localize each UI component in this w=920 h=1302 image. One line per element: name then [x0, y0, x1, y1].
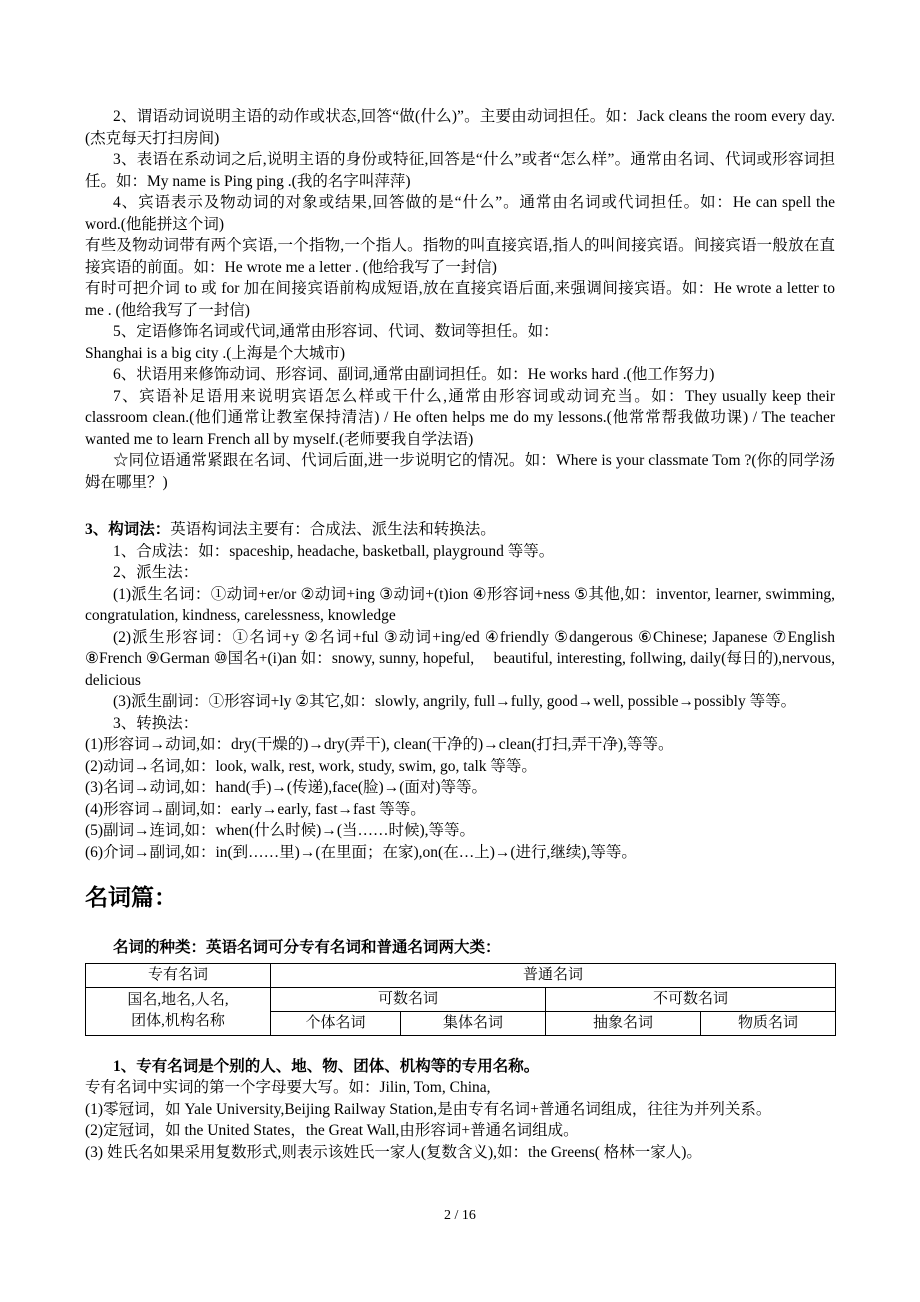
paragraph-conversion-noun-verb: (3)名词→动词,如：hand(手)→(传递),face(脸)→(面对)等等。: [85, 779, 488, 796]
table-cell-uncountable: 不可数名词: [546, 987, 836, 1011]
paragraph-conversion: 3、转换法：: [113, 714, 199, 732]
paragraph-appositive: ☆同位语通常紧跟在名词、代词后面,进一步说明它的情况。如：Where is your classmate Tom ?(你的同学汤姆在哪里？): [85, 452, 835, 491]
paragraph-predicate-verb: 2、谓语动词说明主语的动作或状态,回答“做(什么)”。主要由动词担任。如：Jack cleans the room every day. (杰克每天打扫房间): [85, 108, 835, 147]
table-cell-collective: 集体名词: [401, 1011, 546, 1035]
paragraph-derivation: 2、派生法：: [113, 564, 199, 581]
paragraph-zero-article: (1)零冠词，如 Yale University,Beijing Railway Station,是由专有名词+普通名词组成，往往为并列关系。: [85, 1100, 772, 1118]
table-row-header: [86, 963, 836, 987]
paragraph-definite-article: (2)定冠词，如 the United States，the Great Wall,由形容词+普通名词组成。: [85, 1122, 579, 1139]
paragraph-adverbial: 6、状语用来修饰动词、形容词、副词,通常由副词担任。如：He works hard .(他工作努力): [113, 366, 715, 383]
paragraph-object-complement: 7、宾语补足语用来说明宾语怎么样或干什么,通常由形容词或动词充当。如：They usually keep their classroom clean.(他们通常让教室保持清洁) / He often helps me do my lessons.(他常常帮我做功课) / The teacher wanted me to learn French all by myself.(老师要我自学法语): [85, 387, 835, 448]
paragraph-conversion-adj-adv: (4)形容词→副词,如：early→early, fast→fast 等等。: [85, 800, 426, 818]
paragraph-attributive-example: Shanghai is a big city .(上海是个大城市): [85, 344, 346, 362]
section-heading-nouns: 名词篇：: [85, 884, 177, 910]
noun-types-table: [85, 963, 836, 1036]
proper-desc-line1: 国名,地名,人名,: [127, 992, 229, 1008]
paragraph-family-name-plural: (3) 姓氏名如果采用复数形式,则表示该姓氏一家人(复数含义),如：the Greens( 格林一家人)。: [85, 1143, 702, 1161]
table-cell-proper-description: [86, 987, 271, 1035]
footer-page-number: 2 / 16: [444, 1208, 476, 1223]
table-cell-proper-nouns: 专有名词: [86, 963, 271, 987]
proper-desc-line2: 团体,机构名称: [131, 1013, 225, 1029]
paragraph-conversion-prep-adv: (6)介词→副词,如：in(到……里)→(在里面；在家),on(在…上)→(进行,继续),等等。: [85, 843, 637, 861]
table-row-subheader: [86, 987, 836, 1011]
table-cell-material: 物质名词: [701, 1011, 836, 1035]
paragraph-attributive: 5、定语修饰名词或代词,通常由形容词、代词、数词等担任。如：: [113, 323, 559, 340]
paragraph-noun-types-intro: 名词的种类：英语名词可分专有名词和普通名词两大类：: [113, 939, 501, 956]
paragraph-predicative: 3、表语在系动词之后,说明主语的身份或特征,回答是“什么”或者“怎么样”。通常由名词、代词或形容词担任。如：My name is Ping ping .(我的名字叫萍萍): [85, 151, 835, 190]
table-cell-countable: 可数名词: [271, 987, 546, 1011]
paragraph-derived-adverbs: (3)派生副词：①形容词+ly ②其它,如：slowly, angrily, full→fully, good→well, possible→possibly 等等。: [113, 693, 797, 710]
paragraph-conversion-adv-conj: (5)副词→连词,如：when(什么时候)→(当……时候),等等。: [85, 822, 476, 839]
paragraph-object: 4、宾语表示及物动词的对象或结果,回答做的是“什么”。通常由名词或代词担任。如：He can spell the word.(他能拼这个词): [85, 194, 835, 233]
section-word-formation-title: 3、构词法：英语构词法主要有：合成法、派生法和转换法。: [85, 521, 496, 538]
table-cell-abstract: 抽象名词: [546, 1011, 701, 1035]
paragraph-derived-nouns: (1)派生名词：①动词+er/or ②动词+ing ③动词+(t)ion ④形容词+ness ⑤其他,如：inventor, learner, swimming, congratulation, kindness, carelessness, knowledge: [85, 585, 835, 624]
paragraph-conversion-verb-noun: (2)动词→名词,如：look, walk, rest, work, study, swim, go, talk 等等。: [85, 757, 537, 775]
paragraph-derived-adjectives: (2)派生形容词：①名词+y ②名词+ful ③动词+ing/ed ④friendly ⑤dangerous ⑥Chinese; Japanese ⑦English ⑧French ⑨German ⑩国名+(i)an 如：snowy, sunny, hopeful, beautiful, interesting, follwing, daily(每日的),nervous, delicious: [85, 628, 835, 689]
paragraph-preposition-to-for: 有时可把介词 to 或 for 加在间接宾语前构成短语,放在直接宾语后面,来强调间接宾语。如：He wrote a letter to me . (他给我写了一封信): [85, 280, 835, 319]
paragraph-conversion-adj-verb: (1)形容词→动词,如：dry(干燥的)→dry(弄干), clean(干净的)→clean(打扫,弄干净),等等。: [85, 736, 674, 753]
paragraph-proper-noun-definition: 1、专有名词是个别的人、地、物、团体、机构等的专用名称。: [113, 1057, 540, 1075]
table-cell-common-nouns: 普通名词: [271, 963, 836, 987]
table-cell-individual: 个体名词: [271, 1011, 401, 1035]
paragraph-capitalization: 专有名词中实词的第一个字母要大写。如：Jilin, Tom, China,: [85, 1079, 491, 1096]
paragraph-compounding: 1、合成法：如：spaceship, headache, basketball, playground 等等。: [113, 542, 555, 560]
paragraph-double-object: 有些及物动词带有两个宾语,一个指物,一个指人。指物的叫直接宾语,指人的叫间接宾语。间接宾语一般放在直接宾语的前面。如：He wrote me a letter . (他给我写了一封信): [85, 237, 835, 276]
